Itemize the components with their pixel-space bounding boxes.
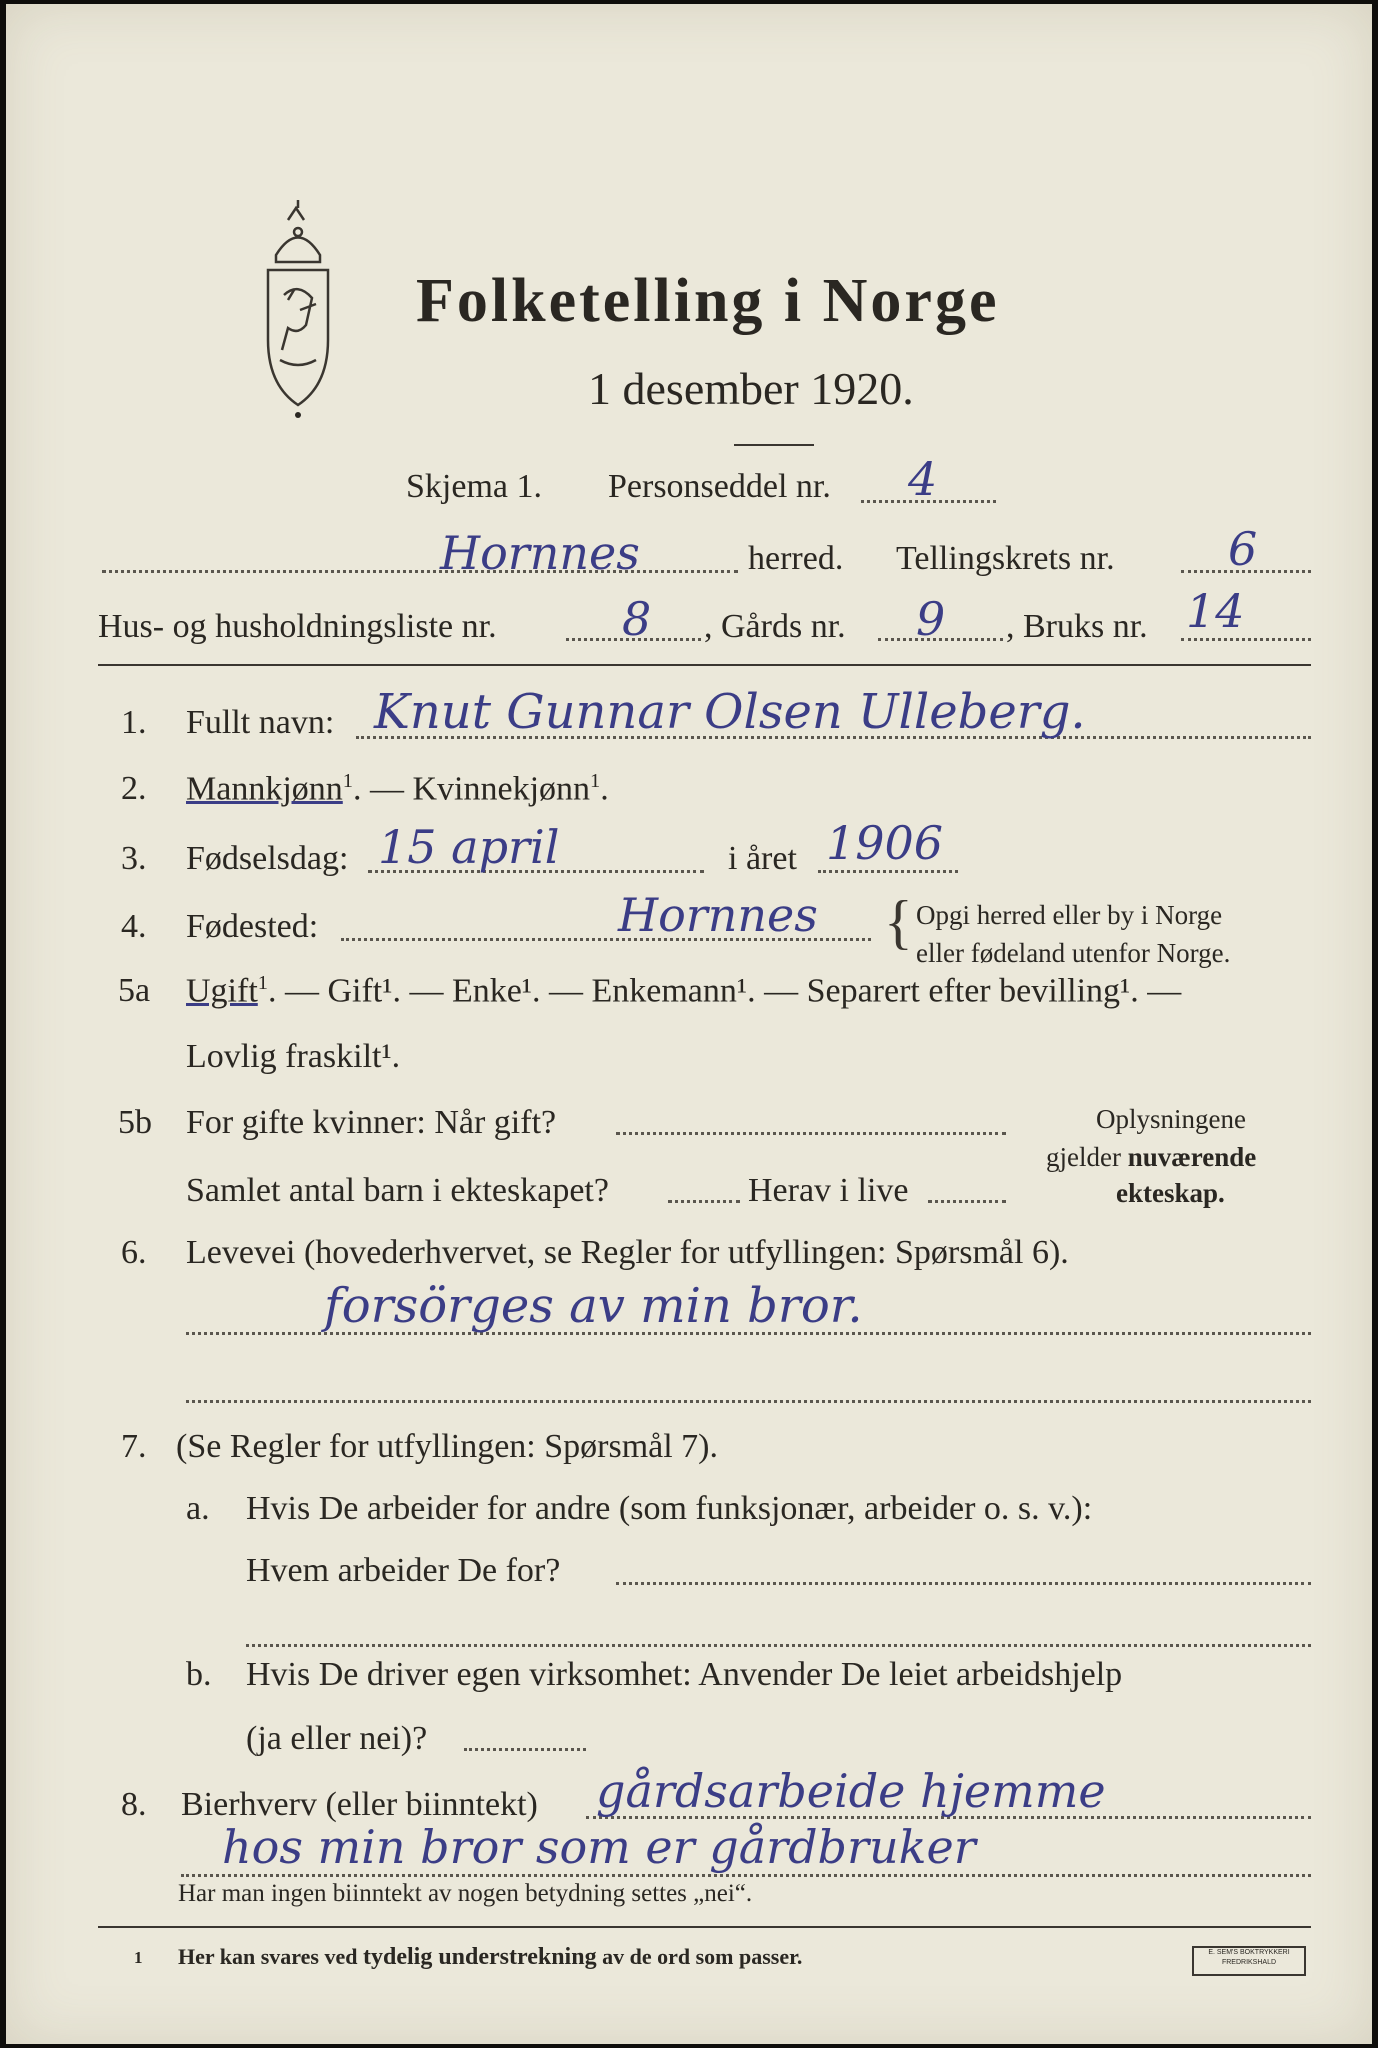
herred-value: Hornnes bbox=[440, 526, 640, 580]
marital-other-options[interactable]: . — Gift¹. — Enke¹. — Enkemann¹. — Separert efter bevilling¹. — bbox=[267, 972, 1182, 1010]
birth-year-value: 1906 bbox=[826, 816, 944, 870]
q5b-number: 5b bbox=[118, 1104, 152, 1141]
footnote-text: Her kan svares ved tydelig understrekning av de ord som passer. bbox=[178, 1944, 803, 1970]
q2-options: Mannkjønn$^1$. — Kvinnekjønn$^1$. bbox=[186, 770, 609, 808]
gards-label: , Gårds nr. bbox=[704, 608, 846, 645]
footnote-mark: 1 bbox=[134, 1948, 143, 1967]
bruks-field[interactable] bbox=[1181, 638, 1311, 641]
q7-number: 7. bbox=[121, 1428, 147, 1465]
q5b-label-alive: Herav i live bbox=[748, 1172, 909, 1209]
husholdning-value: 8 bbox=[622, 592, 652, 646]
lovlig-fraskilt-option[interactable]: Lovlig fraskilt¹. bbox=[186, 1038, 401, 1075]
coat-of-arms-icon bbox=[258, 200, 338, 420]
q7a-label: Hvis De arbeider for andre (som funksjonær, arbeider o. s. v.): bbox=[246, 1490, 1093, 1527]
side-income-field-line2[interactable] bbox=[181, 1874, 1311, 1877]
q4-note-line1: Opgi herred eller by i Norge bbox=[916, 900, 1223, 930]
tellingskrets-label: Tellingskrets nr. bbox=[896, 540, 1115, 577]
children-alive-field[interactable] bbox=[928, 1200, 1006, 1203]
q4-number: 4. bbox=[121, 908, 147, 945]
q7a-label-who: Hvem arbeider De for? bbox=[246, 1552, 561, 1589]
q5b-label-married: For gifte kvinner: Når gift? bbox=[186, 1104, 557, 1141]
hired-help-field[interactable] bbox=[464, 1748, 586, 1751]
q2-number: 2. bbox=[121, 770, 147, 807]
husholdning-label: Hus- og husholdningsliste nr. bbox=[98, 608, 497, 645]
gards-value: 9 bbox=[916, 592, 946, 646]
form-title: Folketelling i Norge bbox=[416, 267, 1000, 335]
q2-end: . bbox=[600, 770, 609, 808]
q8-note: Har man ingen biinntekt av nogen betydning settes „nei“. bbox=[178, 1880, 753, 1907]
birthplace-value: Hornnes bbox=[618, 888, 818, 942]
q1-label: Fullt navn: bbox=[186, 704, 335, 741]
birthday-value: 15 april bbox=[378, 820, 560, 874]
q7b-label-yesno: (ja eller nei)? bbox=[246, 1720, 428, 1757]
married-when-field[interactable] bbox=[616, 1132, 1006, 1135]
q7b-label: Hvis De driver egen virksomhet: Anvender De leiet arbeidshjelp bbox=[246, 1656, 1123, 1693]
employer-field-line1[interactable] bbox=[616, 1582, 1311, 1585]
q5b-note-line3: ekteskap. bbox=[1116, 1178, 1225, 1208]
q5a-number: 5a bbox=[118, 972, 151, 1009]
q3-number: 3. bbox=[121, 840, 147, 877]
q4-note-line2: eller fødeland utenfor Norge. bbox=[916, 938, 1231, 968]
livelihood-value: forsörges av min bror. bbox=[324, 1278, 863, 1334]
q7b-number: b. bbox=[186, 1656, 212, 1693]
q6-number: 6. bbox=[121, 1234, 147, 1271]
skjema-label: Skjema 1. bbox=[406, 468, 542, 505]
printer-stamp: E. SEM'S BOKTRYKKERI FREDRIKSHALD bbox=[1192, 1946, 1306, 1976]
side-income-value-line1: gårdsarbeide hjemme bbox=[596, 1764, 1106, 1818]
q5a-options: Ugift$^1$. — Gift¹. — Enke¹. — Enkemann¹. — Separert efter bevilling¹. — bbox=[186, 972, 1182, 1010]
bruks-label: , Bruks nr. bbox=[1006, 608, 1148, 645]
q8-number: 8. bbox=[121, 1786, 147, 1823]
census-form bbox=[6, 4, 1372, 2044]
birth-year-field[interactable] bbox=[818, 870, 958, 873]
footer-divider bbox=[98, 1926, 1311, 1928]
q2-dash: . — bbox=[352, 770, 413, 808]
q4-brace: { bbox=[884, 889, 913, 955]
q6-label: Levevei (hovederhvervet, se Regler for utfyllingen: Spørsmål 6). bbox=[186, 1234, 1069, 1271]
full-name-value: Knut Gunnar Olsen Ulleberg. bbox=[374, 684, 1086, 740]
herred-label: herred. bbox=[748, 540, 844, 577]
q3-label: Fødselsdag: bbox=[186, 840, 349, 877]
personseddel-label: Personseddel nr. bbox=[608, 468, 831, 505]
q4-label: Fødested: bbox=[186, 908, 319, 945]
q1-number: 1. bbox=[121, 704, 147, 741]
aar-label: i året bbox=[728, 840, 797, 877]
employer-field-line2[interactable] bbox=[246, 1644, 1311, 1647]
herred-field[interactable] bbox=[102, 570, 738, 573]
children-count-field[interactable] bbox=[668, 1200, 740, 1203]
personseddel-value: 4 bbox=[908, 452, 938, 506]
kvinnekjonn-option[interactable]: Kvinnekjønn bbox=[412, 770, 591, 808]
livelihood-field-line2[interactable] bbox=[186, 1400, 1311, 1403]
q7a-number: a. bbox=[186, 1490, 210, 1527]
q5b-note-line2: gjelder nuværende bbox=[1046, 1142, 1257, 1172]
bruks-value: 14 bbox=[1186, 584, 1245, 638]
tellingskrets-value: 6 bbox=[1228, 522, 1258, 576]
section-divider bbox=[98, 664, 1311, 666]
mannkjonn-option[interactable]: Mannkjønn bbox=[186, 770, 343, 808]
q5b-note-line1: Oplysningene bbox=[1096, 1104, 1246, 1134]
side-income-value-line2: hos min bror som er gårdbruker bbox=[222, 1820, 976, 1874]
q5b-label-children: Samlet antal barn i ekteskapet? bbox=[186, 1172, 609, 1209]
title-divider bbox=[734, 444, 814, 446]
ugift-option[interactable]: Ugift bbox=[186, 972, 258, 1010]
q8-label: Bierhverv (eller biinntekt) bbox=[181, 1786, 538, 1823]
q7-label: (Se Regler for utfyllingen: Spørsmål 7). bbox=[176, 1428, 719, 1465]
form-date: 1 desember 1920. bbox=[588, 363, 914, 414]
